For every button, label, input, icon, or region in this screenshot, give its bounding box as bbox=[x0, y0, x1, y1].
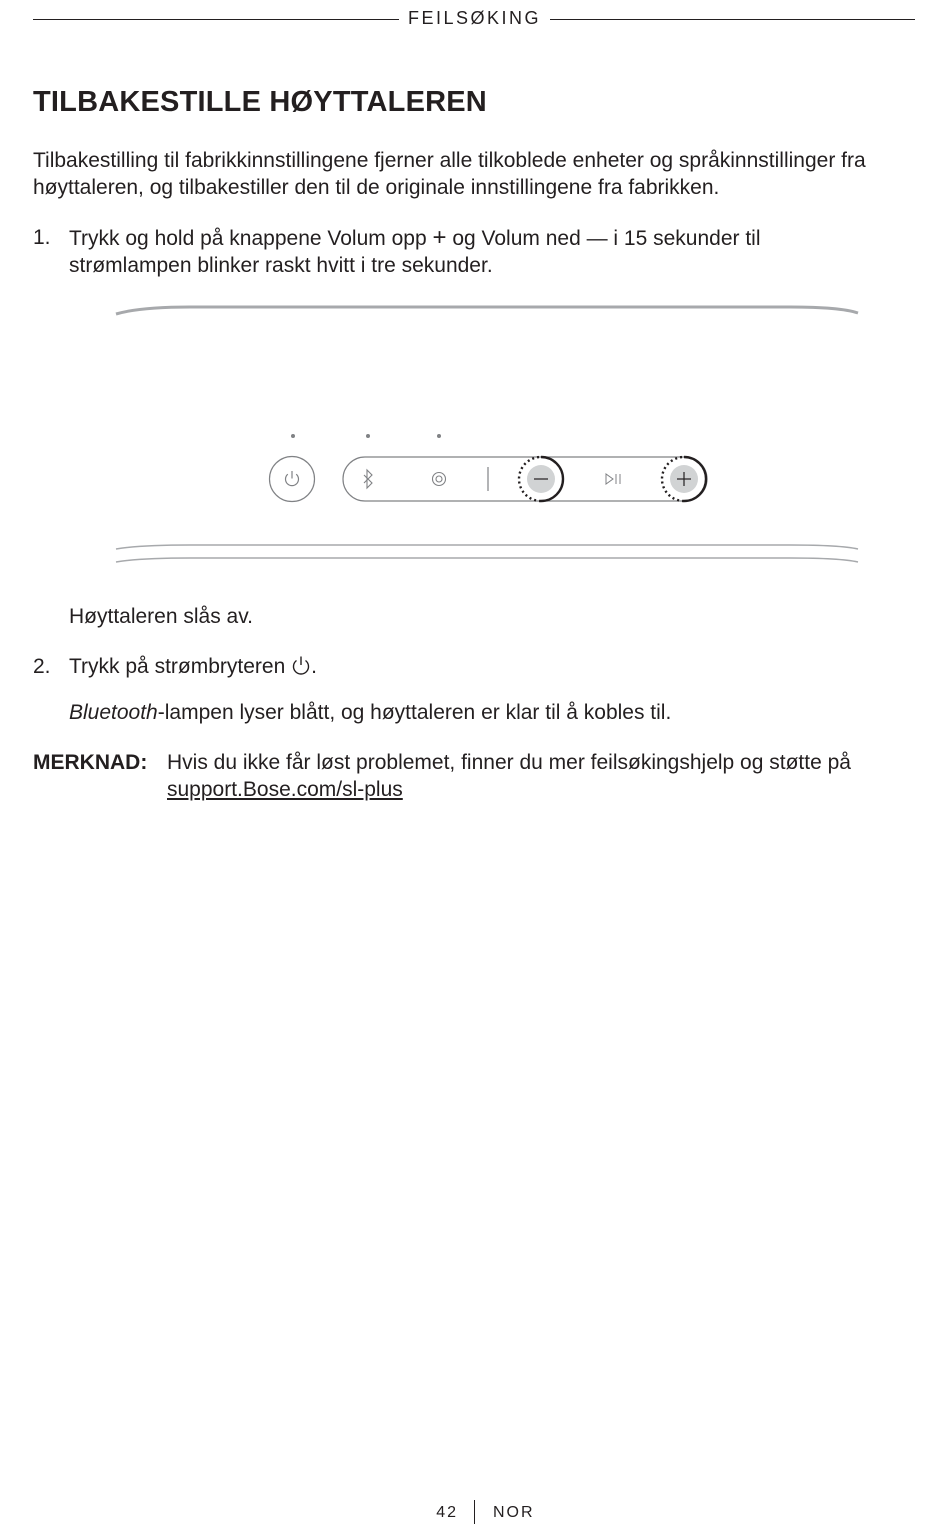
header-rule-left bbox=[33, 19, 399, 20]
note-text bbox=[167, 749, 923, 803]
speaker-top-edge bbox=[116, 307, 858, 314]
note-body: Hvis du ikke får løst problemet, finner du mer feilsøkingshjelp og støtte på bbox=[167, 751, 851, 774]
support-link[interactable]: support.Bose.com/sl-plus bbox=[167, 778, 403, 801]
header-rule-right bbox=[550, 19, 915, 20]
note-label: MERKNAD: bbox=[33, 751, 148, 774]
page-footer bbox=[0, 1500, 950, 1526]
footer-separator bbox=[474, 1500, 475, 1524]
step-2-result bbox=[69, 699, 671, 726]
step-text bbox=[69, 224, 859, 279]
step-text-part: Trykk og hold på knappene Volum opp bbox=[69, 227, 433, 250]
page-header bbox=[33, 8, 915, 32]
power-icon bbox=[270, 457, 315, 502]
language-code: NOR bbox=[493, 1504, 535, 1521]
bluetooth-term: Bluetooth bbox=[69, 701, 158, 724]
step-number: 2. bbox=[33, 655, 51, 678]
step-text-part: og Volum ned — i 15 sekunder til strømlampen blinker raskt hvitt i tre sekunder. bbox=[69, 227, 761, 277]
page-number: 42 bbox=[436, 1504, 458, 1521]
step-text-part: Trykk på strømbryteren bbox=[69, 655, 292, 678]
power-icon bbox=[291, 654, 311, 676]
speaker-illustration bbox=[110, 300, 862, 570]
action-light bbox=[437, 434, 441, 438]
section-title: FEILSØKING bbox=[407, 8, 542, 28]
plus-symbol: + bbox=[432, 224, 447, 251]
speaker-bottom-edge-lower bbox=[116, 558, 858, 562]
step-number: 1. bbox=[33, 226, 51, 249]
step-text-part: . bbox=[311, 655, 317, 678]
step-text bbox=[69, 653, 317, 680]
step-1-result: Høyttaleren slås av. bbox=[69, 605, 254, 628]
speaker-bottom-edge-upper bbox=[116, 545, 858, 549]
intro-paragraph: Tilbakestilling til fabrikkinnstillingene fjerner alle tilkoblede enheter og språkinnstillinger fra høyttaleren, og tilbakestiller den til de originale innstillingene fra fabrikken. bbox=[33, 149, 866, 199]
result-text: -lampen lyser blått, og høyttaleren er klar til å kobles til. bbox=[157, 701, 672, 724]
bluetooth-light bbox=[366, 434, 370, 438]
power-light bbox=[291, 434, 295, 438]
page-heading: TILBAKESTILLE HØYTTALEREN bbox=[33, 86, 487, 118]
